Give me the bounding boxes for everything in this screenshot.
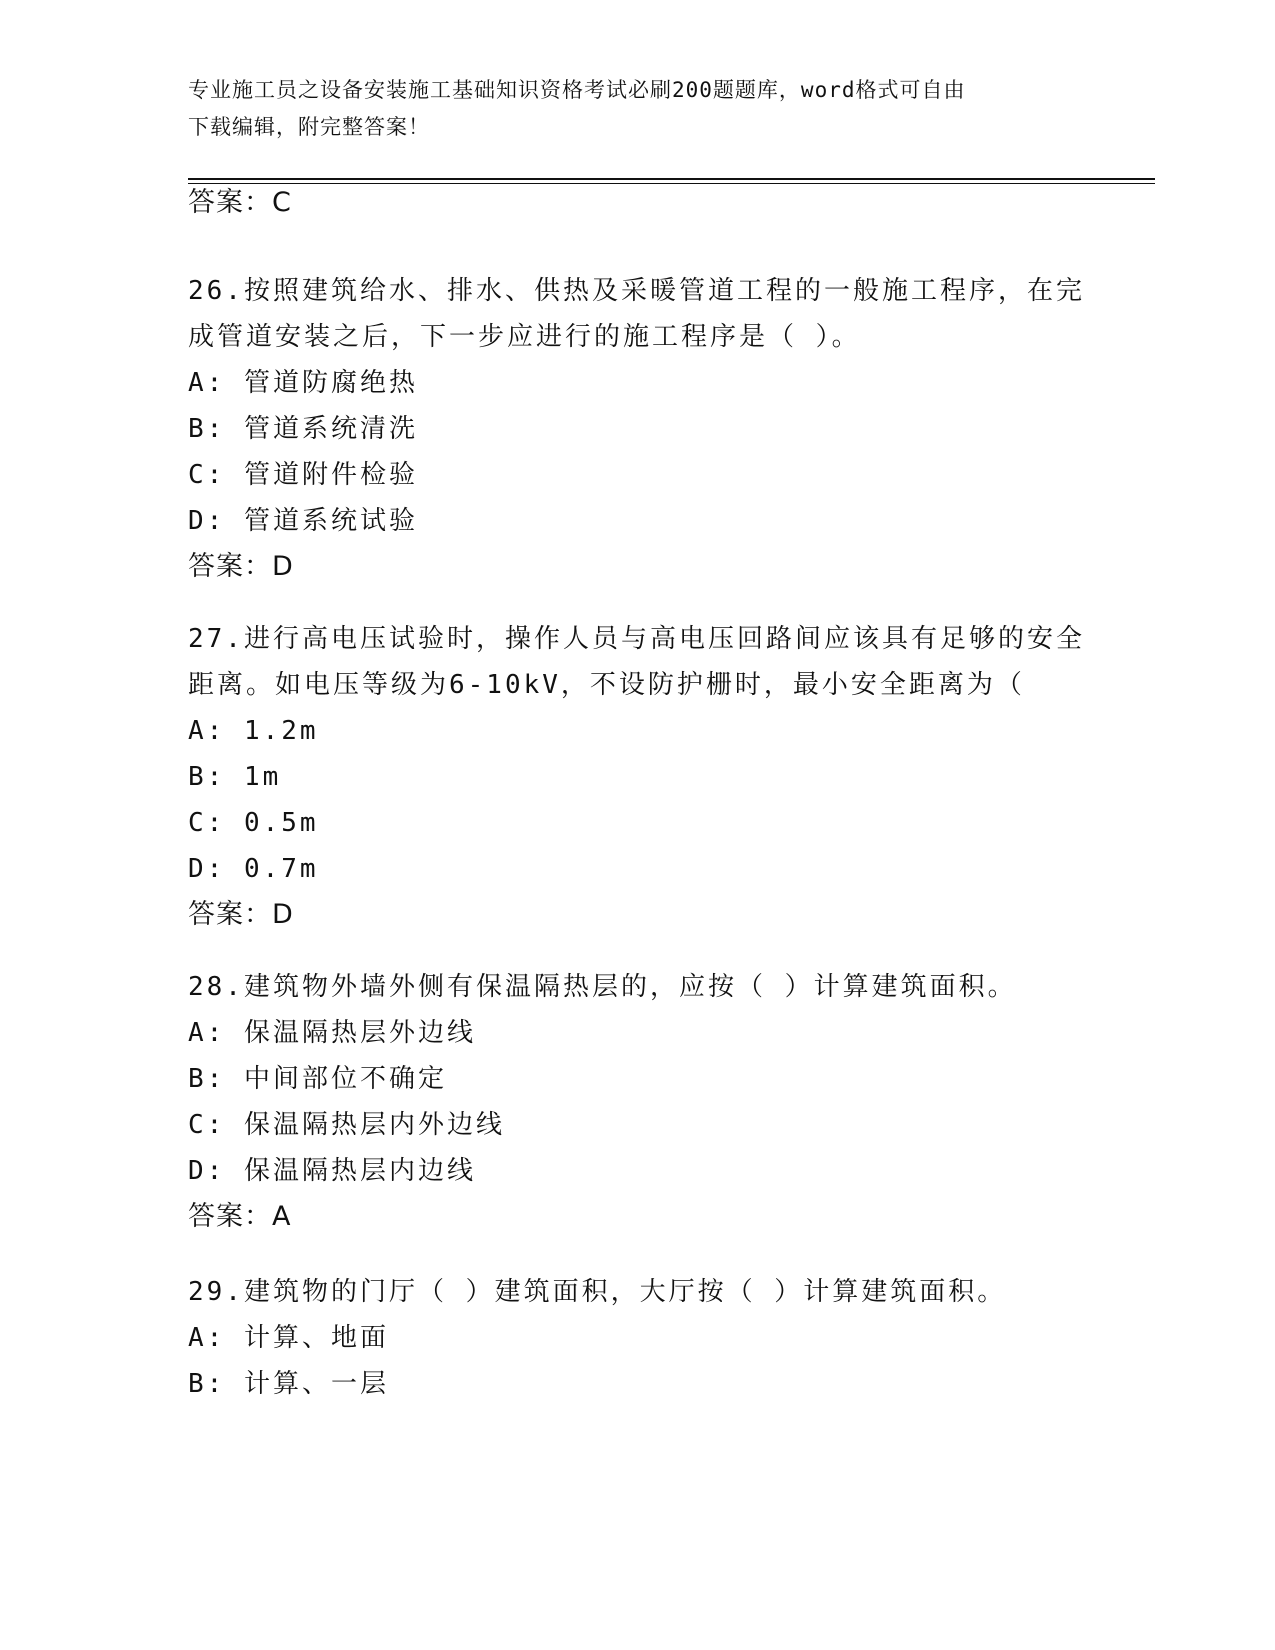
header-title-line-2: 下载编辑，附完整答案！ [188,115,430,139]
question-27-option-a: A: 1.2m [188,716,319,746]
question-27-answer: 答案：D [188,899,294,930]
question-26-text-line-1: 26.按照建筑给水、排水、供热及采暖管道工程的一般施工程序，在完 [188,276,1085,306]
question-26-option-b: B: 管道系统清洗 [188,414,418,444]
question-29 [188,1269,1088,1407]
question-26-option-c: C: 管道附件检验 [188,460,418,490]
question-27 [188,616,1088,938]
header-title-line-1: 专业施工员之设备安装施工基础知识资格考试必刷200题题库，word格式可自由 [188,78,966,102]
question-28-text-line-1: 28.建筑物外墙外侧有保温隔热层的，应按（ ）计算建筑面积。 [188,972,1017,1002]
previous-answer-block [188,180,1088,226]
question-27-text-line-1: 27.进行高电压试验时，操作人员与高电压回路间应该具有足够的安全 [188,624,1085,654]
question-28-option-a: A: 保温隔热层外边线 [188,1018,476,1048]
question-28-answer: 答案：A [188,1201,292,1232]
question-29-option-a: A: 计算、地面 [188,1323,389,1353]
question-28 [188,964,1088,1240]
question-26-option-d: D: 管道系统试验 [188,506,418,536]
question-27-option-b: B: 1m [188,762,282,792]
question-28-option-d: D: 保温隔热层内边线 [188,1156,476,1186]
question-29-text-line-1: 29.建筑物的门厅（ ）建筑面积，大厅按（ ）计算建筑面积。 [188,1277,1007,1307]
page-header [188,72,1068,146]
question-26 [188,268,1088,590]
question-27-option-c: C: 0.5m [188,808,319,838]
question-26-answer: 答案：D [188,551,294,582]
question-26-option-a: A: 管道防腐绝热 [188,368,418,398]
question-28-option-c: C: 保温隔热层内外边线 [188,1110,505,1140]
question-29-option-b: B: 计算、一层 [188,1369,389,1399]
question-27-option-d: D: 0.7m [188,854,319,884]
previous-answer: 答案：C [188,187,292,218]
question-27-text-line-2: 距离。如电压等级为6-10kV，不设防护栅时，最小安全距离为（ [188,670,1025,700]
question-28-option-b: B: 中间部位不确定 [188,1064,447,1094]
question-26-text-line-2: 成管道安装之后，下一步应进行的施工程序是（ ）。 [188,322,861,352]
